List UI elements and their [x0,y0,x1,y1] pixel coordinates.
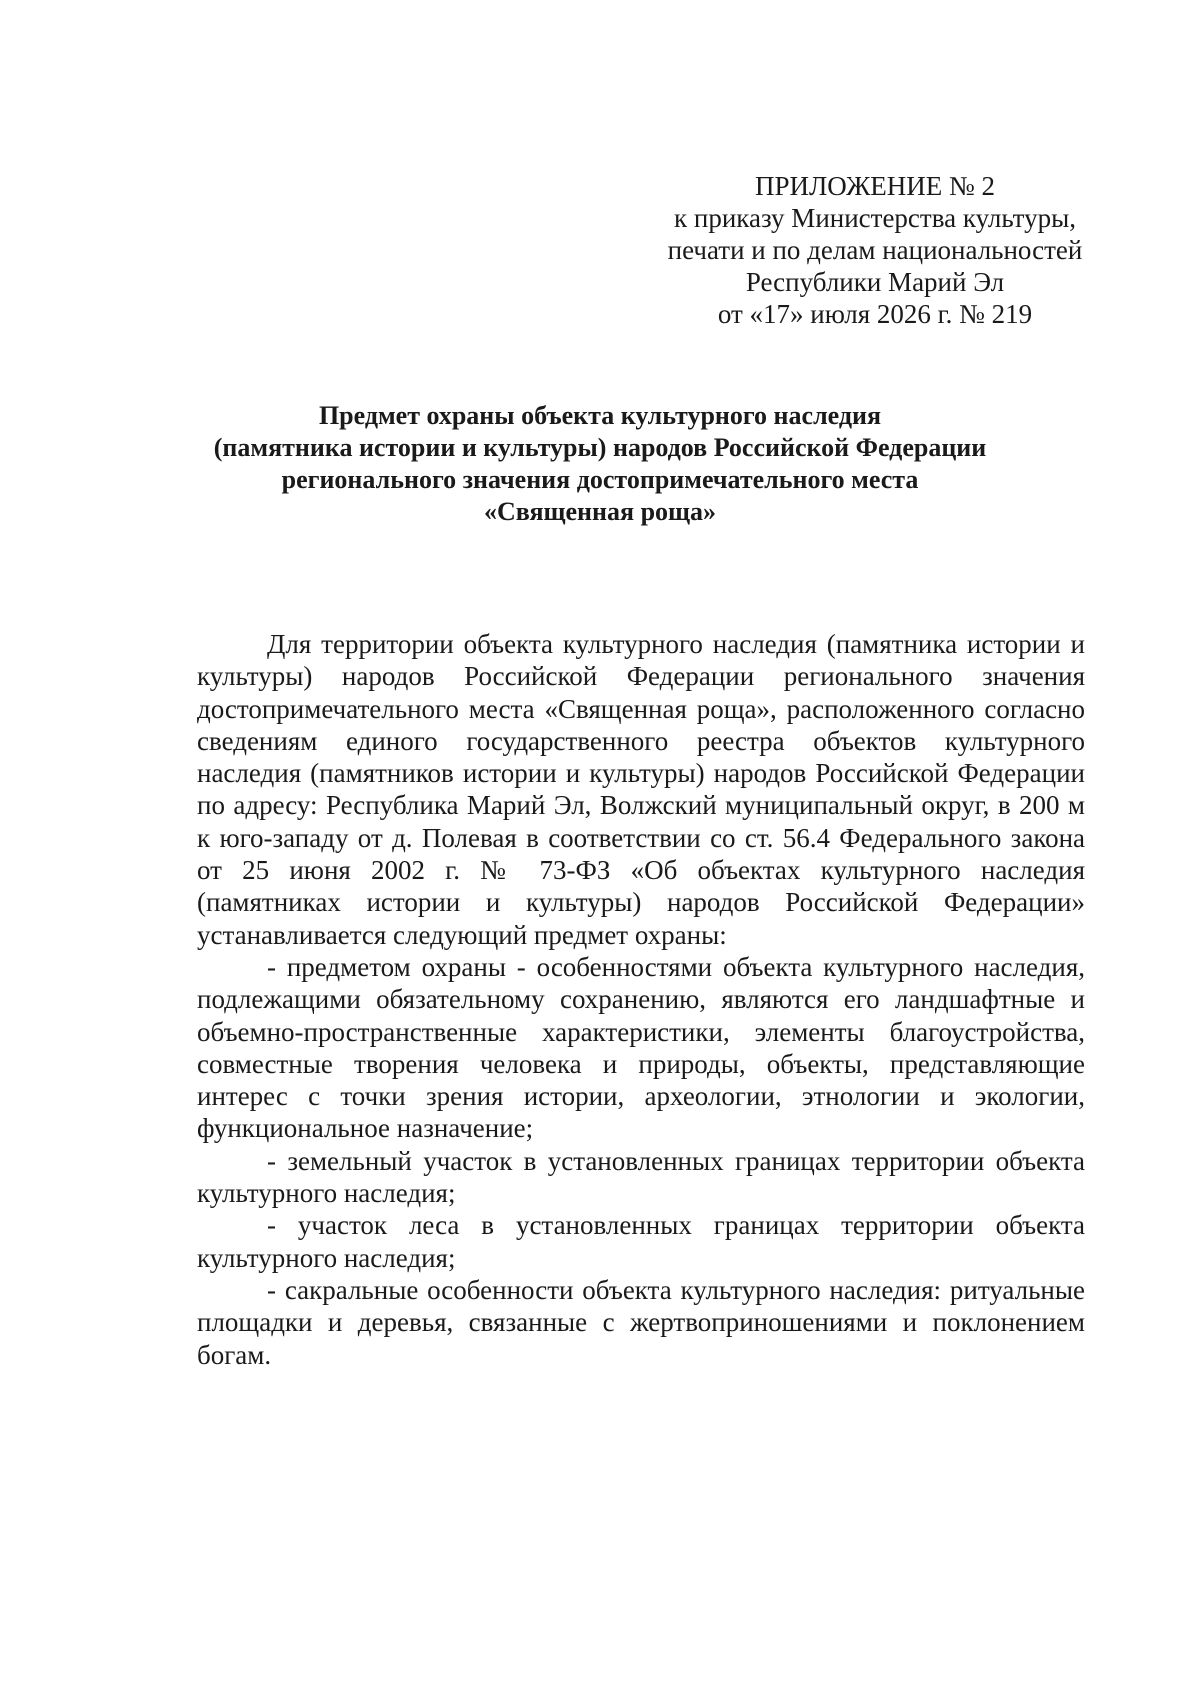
list-item-landscape: - предметом охраны - особенностями объекта культурного наследия, подлежащими обязательному сохранению, являются его ландшафтные и объемно-пространственные характеристики, элементы благоустройства, совместные творения человека и природы, объекты, представляющие интерес с точки зрения истории, археологии, этнологии и экологии, функциональное назначение; [197,951,1085,1144]
appendix-order-reference: к приказу Министерства культуры, [674,203,1076,233]
document-body [197,628,1085,1371]
title-line-1: Предмет охраны объекта культурного наследия [318,401,882,430]
appendix-date-number: от «17» июля 2026 г. № 219 [717,299,1033,329]
title-line-2: (памятника истории и культуры) народов Российской Федерации [213,433,987,462]
appendix-republic: Республики Марий Эл [745,267,1005,297]
list-item-sacral-features: - сакральные особенности объекта культурного наследия: ритуальные площадки и деревья, связанные с жертвоприношениями и поклонением богам. [197,1274,1085,1370]
title-line-4: «Священная роща» [484,497,716,526]
appendix-ministry: печати и по делам национальностей [667,235,1083,265]
intro-paragraph: Для территории объекта культурного наследия (памятника истории и культуры) народов Российской Федерации регионального значения достопримечательного места «Священная роща», расположенного согласно сведениям единого государственного реестра объектов культурного наследия (памятников истории и культуры) народов Российской Федерации по адресу: Республика Марий Эл, Волжский муниципальный округ, в 200 м к юго-западу от д. Полевая в соответствии со ст. 56.4 Федерального закона от 25 июня 2002 г. № 73-ФЗ «Об объектах культурного наследия (памятниках истории и культуры) народов Российской Федерации» устанавливается следующий предмет охраны: [197,629,1085,950]
appendix-number: ПРИЛОЖЕНИЕ № 2 [754,171,996,201]
list-item-forest-plot: - участок леса в установленных границах территории объекта культурного наследия; [197,1210,1085,1273]
list-item-land-plot: - земельный участок в установленных границах территории объекта культурного наследия; [197,1145,1085,1209]
document-title [150,400,1050,528]
title-line-3: регионального значения достопримечательного места [281,465,919,494]
appendix-header [640,170,1110,330]
